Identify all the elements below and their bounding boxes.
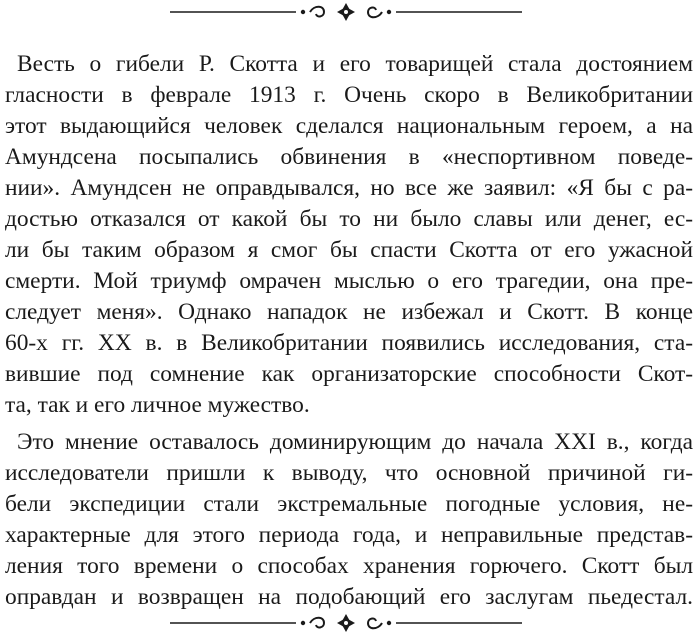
paragraph-1 <box>5 49 693 421</box>
paragraph-line: 60-х гг. XX в. в Великобритании появились исследования, ста- <box>5 330 693 356</box>
paragraph-line: Это мнение оставалось доминирующим до начала XXI в., когда <box>17 429 693 455</box>
paragraph-line: достью отказался от какой бы то ни было славы или денег, ес- <box>5 206 693 232</box>
paragraph-line: вившие под сомнение как организаторские способности Скот- <box>5 361 693 387</box>
paragraph-line: смерти. Мой триумф омрачен мыслью о его трагедии, она пре- <box>5 268 693 294</box>
paragraph-line: Весть о гибели Р. Скотта и его товарищей стала достоянием <box>17 51 693 77</box>
paragraph-line: нии». Амундсен не оправдывался, но все же заявил: «Я бы с ра- <box>5 175 693 201</box>
paragraph-line: та, так и его личное мужество. <box>5 392 310 418</box>
paragraph-line: следует меня». Однако нападок не избежал и Скотт. В конце <box>5 299 693 325</box>
paragraph-line: характерные для этого периода года, и неправильные представ- <box>5 522 693 548</box>
bottom-ornament-divider-icon <box>0 611 696 635</box>
paragraph-line: этот выдающийся человек сделался национальным героем, а на <box>5 113 693 139</box>
paragraph-line: оправдан и возвращен на подобающий его заслугам пьедестал. <box>5 584 693 610</box>
article-text <box>5 49 693 613</box>
top-ornament-divider-icon <box>0 0 696 24</box>
paragraph-line: Амундсена посыпались обвинения в «неспортивном поведе- <box>5 144 693 170</box>
paragraph-2 <box>5 427 693 613</box>
paragraph-line: гласности в феврале 1913 г. Очень скоро в Великобритании <box>5 82 693 108</box>
paragraph-line: ления того времени о способах хранения горючего. Скотт был <box>5 553 693 579</box>
paragraph-line: исследователи пришли к выводу, что основной причиной ги- <box>5 460 693 486</box>
paragraph-line: ли бы таким образом я смог бы спасти Скотта от его ужасной <box>5 237 693 263</box>
paragraph-line: бели экспедиции стали экстремальные погодные условия, не- <box>5 491 693 517</box>
